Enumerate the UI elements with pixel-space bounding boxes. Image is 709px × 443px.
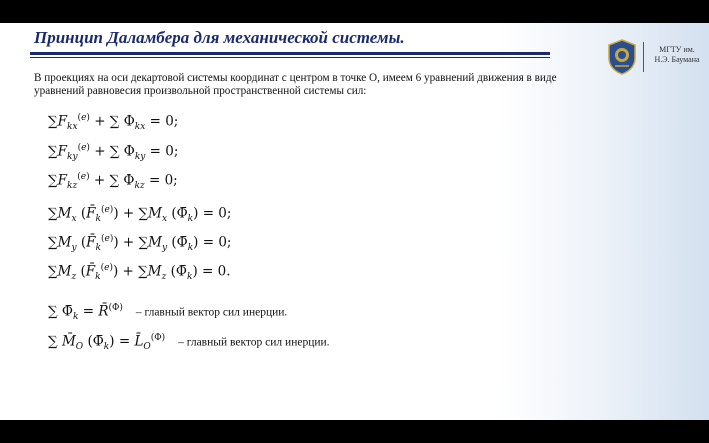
equation-6: $\sum M_z$ $(F̄_k^{(e)}) + \sum M_z$ $(\Phī_k) = 0$. [48,263,231,283]
equation-1: $\sum F_{kx}^{(e)}$ + ∑ $\Phi_{kx} = 0$; [48,113,179,133]
institution-name [646,45,708,65]
slide [0,23,709,420]
slide-title: Принцип Даламбера для механической системы. [34,28,405,47]
main-vector-note: – главный вектор сил инерции. [135,306,288,319]
intro-paragraph: В проекциях на оси декартовой системы координат с центром в точке O, имеем 6 уравнений движения в виде уравнений равновесия произвольной пространственной системы сил: [34,72,557,97]
equation-4: $\sum M_x$ $(F̄_k^{(e)}) + \sum M_x$ $(\Phī_k) = 0$; [48,205,232,225]
title-rule-thick [30,52,550,55]
title-rule-thin [30,57,550,58]
equation-2: $\sum F_{ky}^{(e)}$ + ∑ $\Phi_{ky} = 0$; [48,143,179,163]
equation-main-moment: ∑ $M̄_O$ $(\Phī_k)$ = $L̄_O^{(\Phi)}$ – главный вектор сил инерции. [48,333,330,353]
header-separator [643,42,644,72]
equation-3: $\sum F_{kz}^{(e)}$ + ∑ $\Phi_{kz} = 0$; [48,172,178,192]
university-emblem-icon [606,38,638,76]
main-moment-note: – главный вектор сил инерции. [178,336,330,349]
equation-5: $\sum M_y$ $(F̄_k^{(e)}) + \sum M_y$ $(\Phī_k) = 0$; [48,234,232,254]
institution-line-2: Н.Э. Баумана [654,55,700,64]
equation-main-vector: ∑ $\Phī_k$ = R̄$^{(\Phi)}$ – главный вектор сил инерции. [48,303,288,323]
institution-line-1: МГТУ им. [659,45,695,54]
